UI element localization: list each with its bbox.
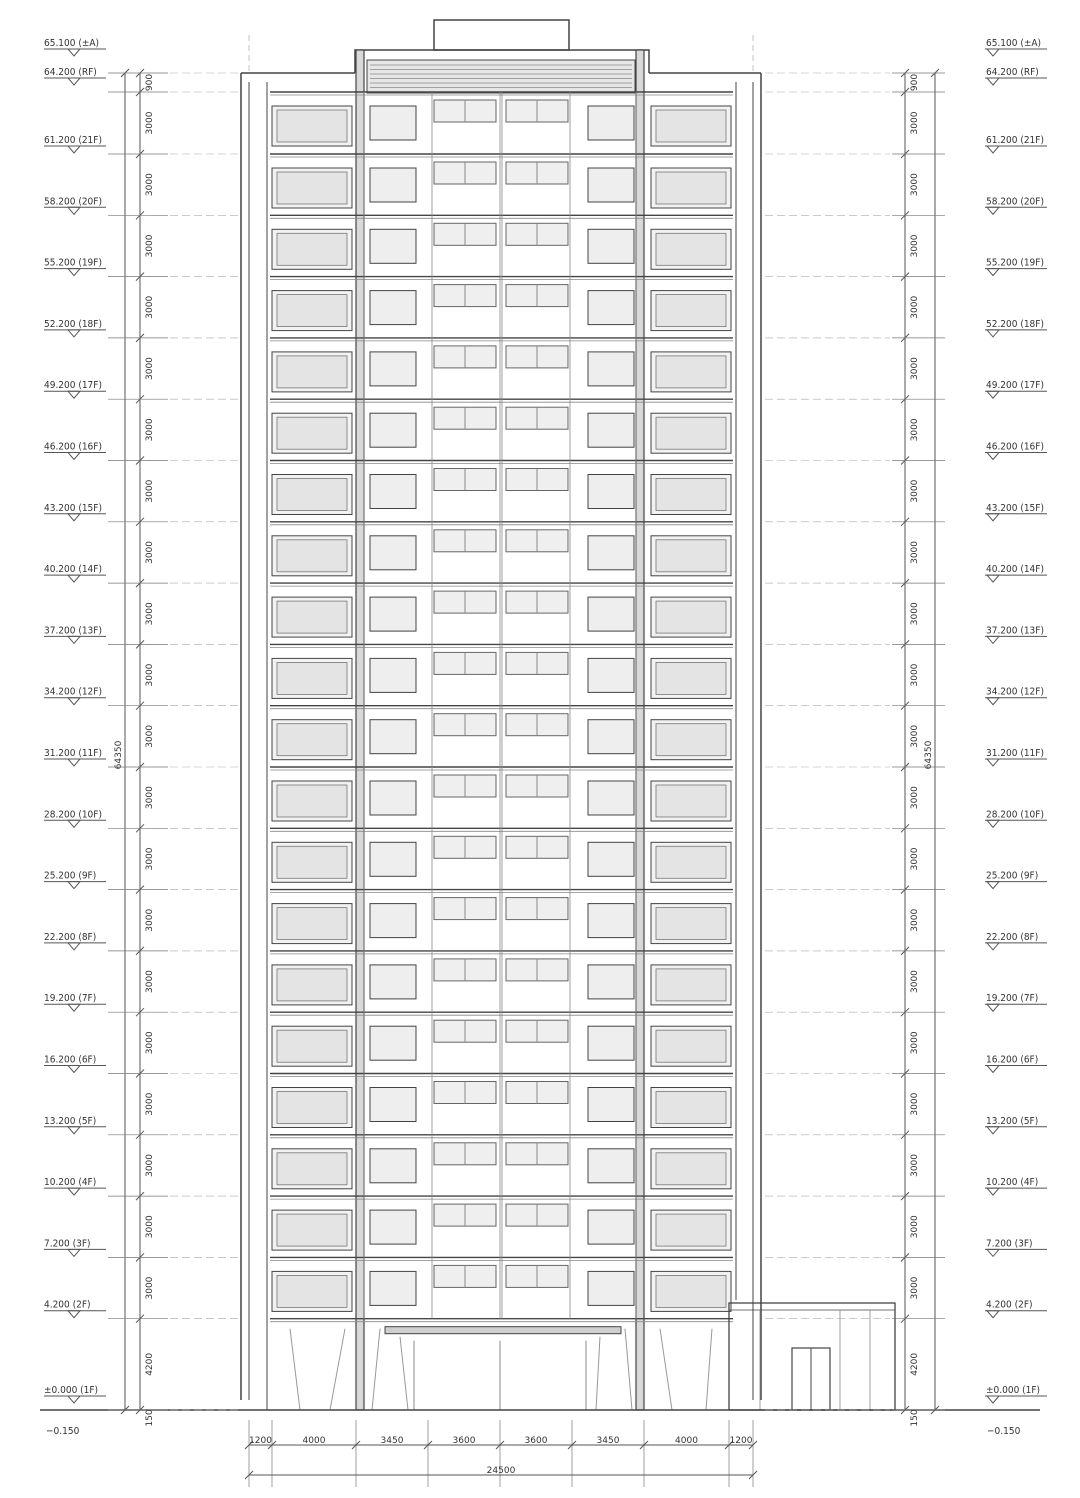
level-marker-left <box>44 380 106 398</box>
level-label: 46.200 (16F) <box>44 441 102 453</box>
floor-height-dim: 3000 <box>145 1031 155 1055</box>
level-triangle <box>987 146 999 153</box>
window-small-right <box>588 1088 634 1122</box>
level-label: 28.200 (10F) <box>986 809 1044 821</box>
level-triangle <box>68 391 80 398</box>
window-small-left <box>370 1088 416 1122</box>
window-glass <box>277 1275 347 1307</box>
level-label: 19.200 (7F) <box>986 993 1039 1005</box>
window-glass <box>277 233 347 265</box>
level-triangle <box>68 49 80 56</box>
building-facade <box>40 20 1040 1410</box>
level-label: 25.200 (9F) <box>986 870 1039 882</box>
level-marker-left <box>44 67 106 85</box>
window-small-left <box>370 291 416 325</box>
level-marker-left <box>44 196 106 214</box>
level-label: 37.200 (13F) <box>986 625 1044 637</box>
window-small-right <box>588 658 634 692</box>
ground-floor-dim: 4200 <box>910 1352 920 1376</box>
level-marker-left <box>44 748 106 766</box>
level-triangle <box>68 78 80 85</box>
floor-height-dim: 3000 <box>145 234 155 258</box>
lobby-glazing-line <box>330 1329 345 1410</box>
level-marker-right <box>985 932 1047 950</box>
window-small-left <box>370 1026 416 1060</box>
ground-floor-dim: 4200 <box>145 1352 155 1376</box>
level-label: 40.200 (14F) <box>986 564 1044 576</box>
window-glass <box>277 356 347 388</box>
level-marker-left <box>44 1177 106 1195</box>
window-small-left <box>370 229 416 263</box>
level-label: 55.200 (19F) <box>44 257 102 269</box>
window-glass <box>277 969 347 1001</box>
floor-height-dim: 3000 <box>910 1153 920 1177</box>
floor-height-dim: 3000 <box>145 479 155 503</box>
floor-height-dim: 3000 <box>910 602 920 626</box>
level-label: 13.200 (5F) <box>44 1115 97 1127</box>
level-marker-left <box>44 871 106 889</box>
level-marker-left <box>44 503 106 521</box>
floor-height-dim: 3000 <box>910 663 920 687</box>
floor-height-dim: 3000 <box>145 970 155 994</box>
level-label-below-right: −0.150 <box>987 1426 1021 1437</box>
floor-height-dim: 3000 <box>145 786 155 810</box>
floor-height-dim: 3000 <box>145 908 155 932</box>
level-label: 10.200 (4F) <box>986 1177 1039 1189</box>
core-pilaster-left <box>356 50 364 1410</box>
level-marker-right <box>985 503 1047 521</box>
level-triangle <box>987 453 999 460</box>
floor-height-dim: 3000 <box>145 1215 155 1239</box>
floor-height-dim: 3000 <box>145 173 155 197</box>
roof-stair-tower <box>434 20 569 50</box>
level-marker-right <box>985 258 1047 276</box>
window-small-right <box>588 352 634 386</box>
level-triangle <box>987 269 999 276</box>
window-small-right <box>588 1149 634 1183</box>
level-triangle <box>987 636 999 643</box>
floor-height-dim: 3000 <box>145 602 155 626</box>
vertical-dimension-chain-right <box>901 69 920 1427</box>
bottom-span-dim: 3600 <box>524 1436 548 1446</box>
level-triangle <box>68 1004 80 1011</box>
entrance-canopy <box>385 1327 621 1334</box>
level-marker-right <box>985 319 1047 337</box>
level-triangle <box>68 882 80 889</box>
level-marker-left <box>44 38 106 56</box>
level-triangle <box>68 1188 80 1195</box>
window-small-right <box>588 904 634 938</box>
level-triangle <box>68 146 80 153</box>
level-label: 7.200 (3F) <box>44 1238 91 1250</box>
level-triangle <box>68 1396 80 1403</box>
lobby-glazing-line <box>372 1329 380 1410</box>
window-glass <box>277 908 347 940</box>
level-label: 28.200 (10F) <box>44 809 102 821</box>
window-glass <box>656 724 726 756</box>
window-small-right <box>588 1271 634 1305</box>
window-glass <box>656 479 726 511</box>
level-marker-right <box>985 687 1047 705</box>
window-glass <box>656 785 726 817</box>
level-triangle <box>987 1249 999 1256</box>
level-marker-right <box>985 442 1047 460</box>
window-small-left <box>370 1271 416 1305</box>
window-small-left <box>370 536 416 570</box>
level-marker-right <box>985 135 1047 153</box>
level-label: 55.200 (19F) <box>986 257 1044 269</box>
level-triangle <box>68 820 80 827</box>
level-label: 22.200 (8F) <box>44 931 97 943</box>
floor-height-dim: 3000 <box>910 970 920 994</box>
floor-height-dim: 3000 <box>145 1092 155 1116</box>
window-small-right <box>588 413 634 447</box>
window-glass <box>277 601 347 633</box>
level-marker-left <box>44 993 106 1011</box>
window-small-right <box>588 842 634 876</box>
floor-height-dim: 3000 <box>910 908 920 932</box>
level-label: 61.200 (21F) <box>44 135 102 146</box>
floor-height-dim: 3000 <box>910 1215 920 1239</box>
level-triangle <box>68 453 80 460</box>
level-triangle <box>987 698 999 705</box>
core-pilaster-right <box>636 50 644 1410</box>
parapet-dim: 900 <box>145 73 155 92</box>
level-label: 37.200 (13F) <box>44 625 102 637</box>
level-label: 7.200 (3F) <box>986 1238 1033 1250</box>
window-small-right <box>588 475 634 509</box>
floor-height-dim: 3000 <box>910 1031 920 1055</box>
window-glass <box>277 1153 347 1185</box>
bottom-span-dim: 1200 <box>729 1436 753 1446</box>
level-triangle <box>68 759 80 766</box>
window-small-right <box>588 291 634 325</box>
lobby-glazing-line <box>400 1337 408 1410</box>
level-marker-right <box>985 564 1047 582</box>
total-height-dimension-right <box>924 69 939 1414</box>
level-label: 46.200 (16F) <box>986 441 1044 453</box>
window-glass <box>656 356 726 388</box>
floor-height-dim: 3000 <box>910 357 920 381</box>
base-dim: 150 <box>910 1409 920 1427</box>
floor-height-dim: 3000 <box>145 847 155 871</box>
level-triangle <box>987 882 999 889</box>
level-triangle <box>68 943 80 950</box>
window-small-right <box>588 781 634 815</box>
floor-height-dim: 3000 <box>145 1276 155 1300</box>
bottom-span-dim: 4000 <box>675 1436 698 1446</box>
level-label: ±0.000 (1F) <box>44 1385 99 1396</box>
level-label: 64.200 (RF) <box>44 67 97 78</box>
level-label: 4.200 (2F) <box>986 1299 1033 1311</box>
floor-height-dim: 3000 <box>910 847 920 871</box>
window-glass <box>277 172 347 204</box>
level-marker-right <box>985 748 1047 766</box>
level-triangle <box>987 49 999 56</box>
level-label: 52.200 (18F) <box>986 318 1044 330</box>
window-small-left <box>370 475 416 509</box>
level-label: ±0.000 (1F) <box>986 1385 1041 1396</box>
level-triangle <box>987 1311 999 1318</box>
floor-height-dim: 3000 <box>145 295 155 319</box>
window-small-right <box>588 597 634 631</box>
floor-height-dim: 3000 <box>910 724 920 748</box>
level-triangle <box>68 698 80 705</box>
level-triangle <box>987 1127 999 1134</box>
window-glass <box>277 1214 347 1246</box>
window-small-left <box>370 781 416 815</box>
level-label: 34.200 (12F) <box>44 686 102 698</box>
window-small-left <box>370 842 416 876</box>
window-small-left <box>370 106 416 140</box>
parapet-dim: 900 <box>910 73 920 92</box>
level-marker-left <box>44 1055 106 1073</box>
level-marker-left <box>44 1116 106 1134</box>
lobby-glazing-line <box>596 1337 600 1410</box>
level-label: 43.200 (15F) <box>44 502 102 514</box>
floor-height-dim: 3000 <box>910 1276 920 1300</box>
level-marker-left <box>44 687 106 705</box>
level-marker-right <box>985 196 1047 214</box>
window-small-left <box>370 658 416 692</box>
window-small-right <box>588 1210 634 1244</box>
window-glass <box>277 417 347 449</box>
level-triangle <box>987 943 999 950</box>
level-triangle <box>987 330 999 337</box>
level-triangle <box>987 391 999 398</box>
level-triangle <box>987 575 999 582</box>
level-label: 52.200 (18F) <box>44 318 102 330</box>
level-triangle <box>987 78 999 85</box>
window-glass <box>277 1030 347 1062</box>
level-label: 31.200 (11F) <box>44 748 102 759</box>
window-glass <box>656 969 726 1001</box>
level-label: 43.200 (15F) <box>986 502 1044 514</box>
level-label: 4.200 (2F) <box>44 1299 91 1311</box>
level-label-below-left: −0.150 <box>46 1426 80 1437</box>
window-glass <box>277 110 347 142</box>
level-marker-right <box>985 625 1047 643</box>
level-triangle <box>68 1311 80 1318</box>
level-label: 65.100 (±A) <box>44 38 100 49</box>
level-marker-right <box>985 1300 1047 1318</box>
level-marker-right <box>985 809 1047 827</box>
window-glass <box>656 295 726 327</box>
level-marker-left <box>44 932 106 950</box>
level-triangle <box>987 759 999 766</box>
level-triangle <box>68 636 80 643</box>
bottom-span-dim: 3600 <box>452 1436 476 1446</box>
bottom-span-dim: 1200 <box>249 1436 272 1446</box>
floor-height-dim: 3000 <box>910 479 920 503</box>
lobby-glazing-line <box>290 1329 300 1410</box>
window-glass <box>656 1214 726 1246</box>
window-small-right <box>588 536 634 570</box>
level-label: 31.200 (11F) <box>986 748 1044 759</box>
level-marker-right <box>985 38 1047 56</box>
level-label: 49.200 (17F) <box>986 380 1044 392</box>
level-label: 16.200 (6F) <box>44 1054 97 1066</box>
window-small-right <box>588 229 634 263</box>
level-label: 34.200 (12F) <box>986 686 1044 698</box>
window-small-right <box>588 1026 634 1060</box>
floor-height-dim: 3000 <box>910 418 920 442</box>
level-triangle <box>987 514 999 521</box>
level-triangle <box>68 1127 80 1134</box>
level-marker-left <box>44 442 106 460</box>
level-marker-left <box>44 564 106 582</box>
lobby-glazing-line <box>625 1329 632 1410</box>
level-triangle <box>987 820 999 827</box>
level-marker-right <box>985 380 1047 398</box>
level-label: 40.200 (14F) <box>44 564 102 576</box>
lobby-glazing-line <box>706 1329 712 1410</box>
level-marker-left <box>44 258 106 276</box>
floor-height-dim: 3000 <box>145 663 155 687</box>
level-marker-left <box>44 809 106 827</box>
level-triangle <box>68 514 80 521</box>
level-label: 16.200 (6F) <box>986 1054 1039 1066</box>
window-small-right <box>588 965 634 999</box>
level-marker-right <box>985 1238 1047 1256</box>
window-glass <box>656 1092 726 1124</box>
window-glass <box>277 785 347 817</box>
floor-height-dim: 3000 <box>910 173 920 197</box>
level-label: 58.200 (20F) <box>986 196 1044 208</box>
level-marker-left <box>44 625 106 643</box>
level-marker-left <box>44 135 106 153</box>
window-small-left <box>370 597 416 631</box>
window-glass <box>656 233 726 265</box>
window-small-left <box>370 720 416 754</box>
level-triangle <box>68 269 80 276</box>
level-label: 19.200 (7F) <box>44 993 97 1005</box>
floor-height-dim: 3000 <box>145 540 155 564</box>
level-triangle <box>987 1004 999 1011</box>
level-marker-left <box>44 319 106 337</box>
total-height-dimension-left <box>114 69 129 1414</box>
floor-height-dim: 3000 <box>145 724 155 748</box>
bottom-span-dim: 4000 <box>302 1436 326 1446</box>
window-small-right <box>588 106 634 140</box>
level-marker-right <box>985 1116 1047 1134</box>
window-glass <box>656 540 726 572</box>
window-glass <box>656 110 726 142</box>
level-label: 13.200 (5F) <box>986 1115 1039 1127</box>
base-dim: 150 <box>145 1409 155 1427</box>
window-glass <box>277 295 347 327</box>
level-label: 65.100 (±A) <box>986 38 1042 49</box>
floor-height-dim: 3000 <box>910 786 920 810</box>
floor-height-dim: 3000 <box>145 357 155 381</box>
level-marker-right <box>985 993 1047 1011</box>
floor-height-dim: 3000 <box>910 295 920 319</box>
overall-width-dim: 24500 <box>486 1466 516 1476</box>
level-marker-right <box>985 1385 1047 1403</box>
window-small-left <box>370 965 416 999</box>
window-glass <box>656 1030 726 1062</box>
window-small-left <box>370 904 416 938</box>
level-triangle <box>68 575 80 582</box>
level-label: 61.200 (21F) <box>986 135 1044 146</box>
window-glass <box>656 846 726 878</box>
lobby-glazing-line <box>660 1329 672 1410</box>
window-small-left <box>370 352 416 386</box>
window-glass <box>277 540 347 572</box>
level-label: 49.200 (17F) <box>44 380 102 392</box>
window-glass <box>656 908 726 940</box>
window-small-left <box>370 1210 416 1244</box>
level-label: 25.200 (9F) <box>44 870 97 882</box>
level-triangle <box>68 1249 80 1256</box>
level-marker-left <box>44 1238 106 1256</box>
vertical-dimension-chain-left <box>136 69 155 1427</box>
level-triangle <box>987 1066 999 1073</box>
level-triangle <box>68 207 80 214</box>
window-glass <box>277 479 347 511</box>
total-height-label: 64350 <box>924 740 934 770</box>
window-small-left <box>370 1149 416 1183</box>
level-triangle <box>68 330 80 337</box>
window-glass <box>656 1153 726 1185</box>
bottom-span-dim: 3450 <box>380 1436 404 1446</box>
window-glass <box>656 172 726 204</box>
floor-height-dim: 3000 <box>910 234 920 258</box>
window-glass <box>277 662 347 694</box>
level-label: 22.200 (8F) <box>986 931 1039 943</box>
window-glass <box>277 724 347 756</box>
level-triangle <box>987 1396 999 1403</box>
floor-height-dim: 3000 <box>145 418 155 442</box>
floor-height-dim: 3000 <box>910 111 920 135</box>
level-marker-right <box>985 67 1047 85</box>
floor-height-dim: 3000 <box>145 111 155 135</box>
window-glass <box>656 662 726 694</box>
window-small-left <box>370 413 416 447</box>
floor-height-dim: 3000 <box>910 540 920 564</box>
bottom-span-dim: 3450 <box>596 1436 620 1446</box>
window-small-right <box>588 168 634 202</box>
level-triangle <box>68 1066 80 1073</box>
level-label: 58.200 (20F) <box>44 196 102 208</box>
level-marker-right <box>985 1177 1047 1195</box>
window-glass <box>277 1092 347 1124</box>
floor-height-dim: 3000 <box>910 1092 920 1116</box>
level-marker-left <box>44 1300 106 1318</box>
window-glass <box>656 417 726 449</box>
level-triangle <box>987 207 999 214</box>
bottom-dimension-chain <box>245 1420 757 1487</box>
window-small-left <box>370 168 416 202</box>
level-marker-right <box>985 1055 1047 1073</box>
floor-height-dim: 3000 <box>145 1153 155 1177</box>
level-marker-right <box>985 871 1047 889</box>
level-marker-left <box>44 1385 106 1403</box>
window-small-right <box>588 720 634 754</box>
window-glass <box>656 1275 726 1307</box>
level-triangle <box>987 1188 999 1195</box>
total-height-label: 64350 <box>114 740 124 770</box>
window-glass <box>656 601 726 633</box>
window-glass <box>277 846 347 878</box>
level-label: 64.200 (RF) <box>986 67 1039 78</box>
level-label: 10.200 (4F) <box>44 1177 97 1189</box>
